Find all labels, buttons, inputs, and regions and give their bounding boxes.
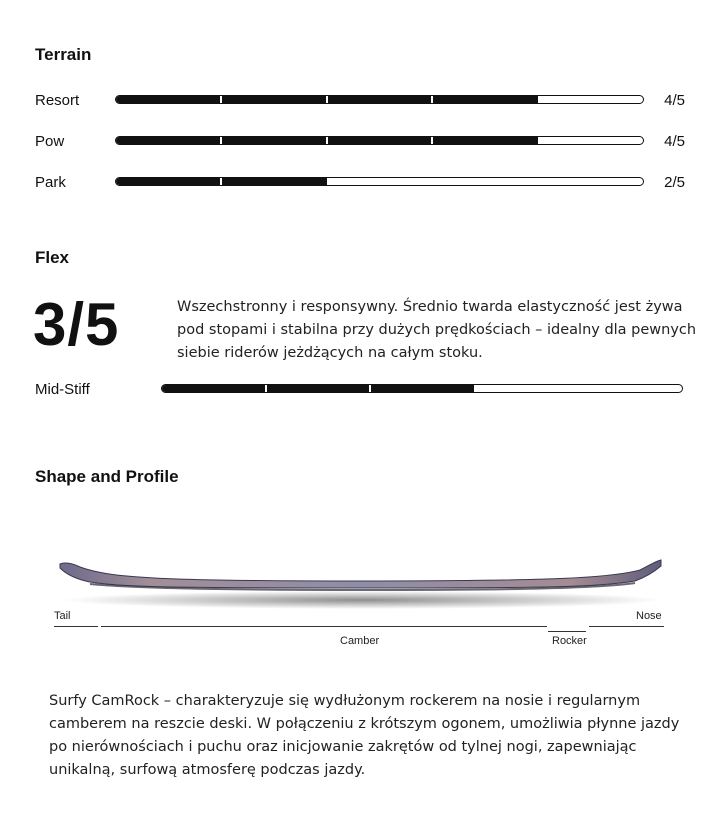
flex-label: Mid-Stiff bbox=[35, 381, 90, 398]
terrain-row-label: Pow bbox=[35, 133, 65, 150]
flex-score: 3/5 bbox=[33, 291, 120, 358]
rating-fill bbox=[162, 385, 474, 392]
terrain-rating-bar bbox=[115, 136, 644, 145]
snowboard-shape bbox=[60, 560, 661, 588]
nose-label: Nose bbox=[636, 610, 662, 622]
camber-label: Camber bbox=[340, 635, 380, 647]
shape-description: Surfy CamRock – charakteryzuje się wydłużonym rockerem na nosie i regularnym camberem na reszcie deski. W połączeniu z krótszym ogonem, umożliwia płynne jazdy po nierównościach i puchu oraz inicjowanie zakrętów od tylnej nogi, zapewniając unikalną, surfową atmosferę podczas jazdy. bbox=[49, 693, 680, 778]
rocker-line bbox=[548, 631, 586, 632]
flex-heading: Flex bbox=[35, 248, 70, 267]
tail-line bbox=[54, 626, 98, 627]
rating-segment-divider bbox=[220, 137, 222, 144]
board-shadow bbox=[62, 591, 662, 609]
camber-line bbox=[101, 626, 547, 627]
rating-segment-divider bbox=[431, 137, 433, 144]
terrain-row-label: Park bbox=[35, 174, 66, 191]
rating-segment-divider bbox=[220, 96, 222, 103]
nose-line bbox=[589, 626, 664, 627]
snowboard-profile-image bbox=[50, 550, 675, 620]
rating-segment-divider bbox=[326, 96, 328, 103]
rating-segment-divider bbox=[326, 137, 328, 144]
terrain-rating-bar bbox=[115, 177, 644, 186]
shape-heading: Shape and Profile bbox=[35, 467, 179, 486]
terrain-rating-value: 2/5 bbox=[664, 174, 685, 191]
rating-segment-divider bbox=[265, 385, 267, 392]
flex-rating-bar bbox=[161, 384, 683, 393]
flex-description: Wszechstronny i responsywny. Średnio twarda elastyczność jest żywa pod stopami i stabilna przy dużych prędkościach – idealny dla pewnych siebie riderów jeżdżących na całym stoku. bbox=[177, 299, 697, 361]
terrain-rating-value: 4/5 bbox=[664, 92, 685, 109]
terrain-rating-bar bbox=[115, 95, 644, 104]
rocker-label: Rocker bbox=[552, 635, 587, 647]
rating-segment-divider bbox=[220, 178, 222, 185]
terrain-heading: Terrain bbox=[35, 45, 92, 64]
rating-segment-divider bbox=[431, 96, 433, 103]
tail-label: Tail bbox=[54, 610, 71, 622]
terrain-row-label: Resort bbox=[35, 92, 80, 109]
rating-segment-divider bbox=[369, 385, 371, 392]
terrain-rating-value: 4/5 bbox=[664, 133, 685, 150]
